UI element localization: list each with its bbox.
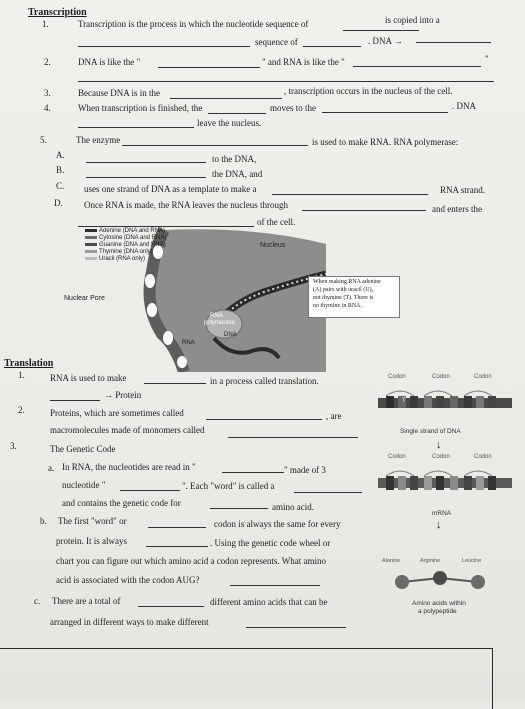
t3a-blank-4[interactable] bbox=[210, 508, 268, 509]
q2-text-a: DNA is like the " bbox=[78, 57, 141, 67]
codon-top-3: Codon bbox=[474, 374, 492, 380]
mrna-base-5 bbox=[436, 476, 444, 490]
legend-guanine: Guanine (DNA and RNA) bbox=[85, 242, 166, 249]
t3c-label: c. bbox=[34, 596, 41, 606]
q3-text-a: Because DNA is in the bbox=[78, 88, 160, 98]
mrna-base-6 bbox=[450, 476, 458, 490]
q1-text-a: Transcription is the process in which the nucleotide sequence of bbox=[78, 19, 309, 29]
t3a-blank-1[interactable] bbox=[222, 472, 284, 473]
codon-mid-2: Codon bbox=[432, 454, 450, 460]
mrna-base-4 bbox=[424, 476, 432, 490]
dna-base-6 bbox=[450, 396, 458, 408]
t2-text-a: Proteins, which are sometimes called bbox=[50, 408, 184, 418]
t3a-text-b: " made of 3 bbox=[284, 465, 326, 475]
t3-title: The Genetic Code bbox=[50, 444, 116, 454]
rna-polymerase-label-1: RNA bbox=[210, 313, 223, 319]
q4-blank-3[interactable] bbox=[78, 127, 194, 128]
note-line-3: not thymine (T). There is bbox=[313, 295, 374, 301]
rna-polymerase-label-2: polymerase bbox=[204, 320, 236, 326]
t3b-text-f: acid is associated with the codon AUG? bbox=[56, 575, 200, 585]
q1-text-d: . DNA → bbox=[368, 36, 403, 46]
t3b-blank-1[interactable] bbox=[148, 527, 206, 528]
dna-base-4 bbox=[424, 396, 432, 408]
q5-a-blank[interactable] bbox=[86, 162, 206, 163]
t2-text-c: macromolecules made of monomers called bbox=[50, 425, 205, 435]
amino-name-2: Arginine bbox=[420, 558, 441, 564]
q5-b-blank[interactable] bbox=[86, 177, 206, 178]
amino-acid-2 bbox=[433, 571, 447, 585]
q5-d-blank-1[interactable] bbox=[302, 210, 426, 211]
t1-text-c: → Protein bbox=[104, 390, 142, 400]
guanine-swatch bbox=[85, 243, 97, 246]
q5-c-text-b: RNA strand. bbox=[440, 185, 485, 195]
q5-c-text-a: uses one strand of DNA as a template to make a bbox=[84, 184, 257, 194]
dna-strand-graphic bbox=[378, 382, 518, 412]
cytosine-swatch bbox=[85, 236, 97, 239]
arrow-down-icon-2: ↓ bbox=[436, 519, 442, 531]
transcription-heading: Transcription bbox=[28, 7, 87, 18]
q5-blank-enzyme[interactable] bbox=[122, 145, 308, 146]
t3b-text-d: . Using the genetic code wheel or bbox=[210, 538, 331, 548]
pore-2 bbox=[145, 274, 155, 288]
mrna-base-7 bbox=[464, 476, 472, 490]
q1-text-b: is copied into a bbox=[385, 15, 440, 25]
t3a-text-d: ". Each "word" is called a bbox=[182, 481, 275, 491]
t3a-text-a: In RNA, the nucleotides are read in " bbox=[62, 462, 196, 472]
q1-text-c: sequence of bbox=[255, 37, 298, 47]
t3c-blank-2[interactable] bbox=[246, 627, 346, 628]
t1-blank-1[interactable] bbox=[144, 383, 206, 384]
dna-base-9 bbox=[488, 396, 496, 408]
q2-text-b: " and RNA is like the " bbox=[262, 57, 345, 67]
mrna-base-8 bbox=[476, 476, 484, 490]
q1-blank-4[interactable] bbox=[416, 42, 491, 43]
translation-heading: Translation bbox=[4, 358, 54, 369]
mrna-base-9 bbox=[488, 476, 496, 490]
arrow-down-icon: ↓ bbox=[436, 439, 442, 451]
t3b-text-c: protein. It is always bbox=[56, 536, 127, 546]
q5-d-text-a: Once RNA is made, the RNA leaves the nucleus through bbox=[84, 200, 288, 210]
codon-mid-3: Codon bbox=[474, 454, 492, 460]
t3b-text-a: The first "word" or bbox=[58, 516, 127, 526]
q1-blank-3[interactable] bbox=[303, 46, 361, 47]
q4-blank-2[interactable] bbox=[322, 112, 448, 113]
dna-label: DNA bbox=[224, 332, 237, 338]
note-line-2: (A) pairs with uracil (U), bbox=[313, 287, 374, 293]
uracil-note-box bbox=[308, 276, 400, 318]
protein-caption-2: a polypeptide bbox=[418, 608, 457, 615]
q4-text-b: moves to the bbox=[270, 103, 316, 113]
q5-a-text: to the DNA, bbox=[212, 154, 257, 164]
mrna-base-3 bbox=[410, 476, 418, 490]
codon-top-1: Codon bbox=[388, 374, 406, 380]
legend-adenine: Adenine (DNA and RNA) bbox=[85, 228, 165, 235]
transcription-diagram bbox=[64, 226, 326, 372]
t3a-blank-2[interactable] bbox=[120, 490, 180, 491]
note-line-4: no thymine in RNA. bbox=[313, 303, 362, 309]
t3-number: 3. bbox=[10, 441, 17, 451]
q5-text-b: is used to make RNA. RNA polymerase: bbox=[312, 137, 459, 147]
q1-number: 1. bbox=[42, 19, 49, 29]
dna-base-5 bbox=[436, 396, 444, 408]
q3-blank[interactable] bbox=[170, 98, 282, 99]
q4-text-d: leave the nucleus. bbox=[197, 118, 262, 128]
dna-caption: Single strand of DNA bbox=[400, 428, 461, 435]
q5-d-text-c: of the cell. bbox=[257, 217, 296, 227]
adenine-swatch bbox=[85, 229, 97, 232]
t3b-blank-3[interactable] bbox=[230, 585, 320, 586]
q2-number: 2. bbox=[44, 57, 51, 67]
uracil-swatch bbox=[85, 257, 97, 260]
q5-c-label: C. bbox=[56, 181, 65, 191]
legend-thymine: Thymine (DNA only) bbox=[85, 249, 153, 256]
q5-c-blank[interactable] bbox=[272, 194, 428, 195]
pore-4 bbox=[163, 331, 173, 345]
t3a-blank-3[interactable] bbox=[294, 492, 362, 493]
q4-number: 4. bbox=[44, 103, 51, 113]
t2-text-b: , are bbox=[326, 411, 342, 421]
legend-uracil: Uracil (RNA only) bbox=[85, 256, 145, 263]
q4-text-a: When transcription is finished, the bbox=[78, 103, 203, 113]
t1-text-b: in a process called translation. bbox=[210, 376, 319, 386]
t1-number: 1. bbox=[18, 370, 25, 380]
q5-number: 5. bbox=[40, 135, 47, 145]
q5-b-label: B. bbox=[56, 165, 65, 175]
q3-number: 3. bbox=[44, 88, 51, 98]
legend-cytosine: Cytosine (DNA and RNA) bbox=[85, 235, 166, 242]
q2-blank-3[interactable] bbox=[78, 81, 494, 82]
t3c-text-c: arranged in different ways to make different bbox=[50, 617, 209, 627]
q3-text-b: , transcription occurs in the nucleus of the cell. bbox=[284, 86, 453, 96]
t3b-blank-2[interactable] bbox=[146, 546, 208, 547]
amino-acid-1 bbox=[395, 575, 409, 589]
t3a-text-f: amino acid. bbox=[272, 502, 314, 512]
rna-label: RNA bbox=[182, 340, 195, 346]
t2-blank-1[interactable] bbox=[206, 419, 322, 420]
mrna-strand-graphic bbox=[378, 466, 518, 496]
nucleus-label: Nucleus bbox=[260, 242, 286, 249]
t2-number: 2. bbox=[18, 405, 25, 415]
dna-base-t-label: T bbox=[402, 398, 406, 404]
translation-side-diagram bbox=[378, 372, 518, 627]
dna-base-7 bbox=[464, 396, 472, 408]
amino-name-3: Leucine bbox=[462, 558, 482, 564]
codon-mid-1: Codon bbox=[388, 454, 406, 460]
t3a-text-e: and contains the genetic code for bbox=[62, 498, 181, 508]
t2-blank-2[interactable] bbox=[228, 437, 358, 438]
mrna-caption: mRNA bbox=[432, 510, 452, 517]
q4-blank-1[interactable] bbox=[208, 113, 266, 114]
amino-name-1: Alanine bbox=[382, 558, 401, 564]
t1-blank-2[interactable] bbox=[50, 400, 100, 401]
t3a-label: a. bbox=[48, 463, 55, 473]
pore-3 bbox=[147, 303, 157, 317]
nuclear-pore-label: Nuclear Pore bbox=[64, 295, 105, 302]
pore-5 bbox=[177, 356, 187, 368]
polypeptide-graphic bbox=[388, 568, 498, 594]
t3c-text-b: different amino acids that can be bbox=[210, 597, 328, 607]
q5-b-text: the DNA, and bbox=[212, 169, 263, 179]
dna-base-8 bbox=[476, 396, 484, 408]
q5-a-label: A. bbox=[56, 150, 65, 160]
q1-blank-2[interactable] bbox=[78, 46, 250, 47]
q5-d-label: D. bbox=[54, 198, 63, 208]
dna-base-1 bbox=[386, 396, 394, 408]
q4-text-c: . DNA bbox=[452, 101, 476, 111]
dna-base-3 bbox=[410, 396, 418, 408]
amino-acid-3 bbox=[471, 575, 485, 589]
mrna-base-2 bbox=[398, 476, 406, 490]
mrna-base-1 bbox=[386, 476, 394, 490]
q1-blank-1[interactable] bbox=[343, 30, 419, 31]
q5-d-text-b: and enters the bbox=[432, 204, 482, 214]
t3b-text-b: codon is always the same for every bbox=[214, 519, 341, 529]
q2-text-c: " bbox=[485, 54, 489, 64]
t3c-blank-1[interactable] bbox=[138, 606, 204, 607]
protein-caption-1: Amino acids within bbox=[412, 600, 466, 607]
thymine-swatch bbox=[85, 250, 97, 253]
t3c-text-a: There are a total of bbox=[52, 596, 121, 606]
t3b-label: b. bbox=[40, 516, 47, 526]
t1-text-a: RNA is used to make bbox=[50, 373, 127, 383]
t3a-text-c: nucleotide " bbox=[62, 480, 106, 490]
q2-blank-1[interactable] bbox=[158, 67, 260, 68]
q5-text-a: The enzyme bbox=[76, 135, 121, 145]
codon-brackets-mid bbox=[386, 471, 492, 476]
t3b-text-e: chart you can figure out which amino acid a codon represents. What amino bbox=[56, 556, 326, 566]
codon-top-2: Codon bbox=[432, 374, 450, 380]
q2-blank-2[interactable] bbox=[353, 66, 481, 67]
note-line-1: When making RNA adenine bbox=[313, 279, 381, 285]
